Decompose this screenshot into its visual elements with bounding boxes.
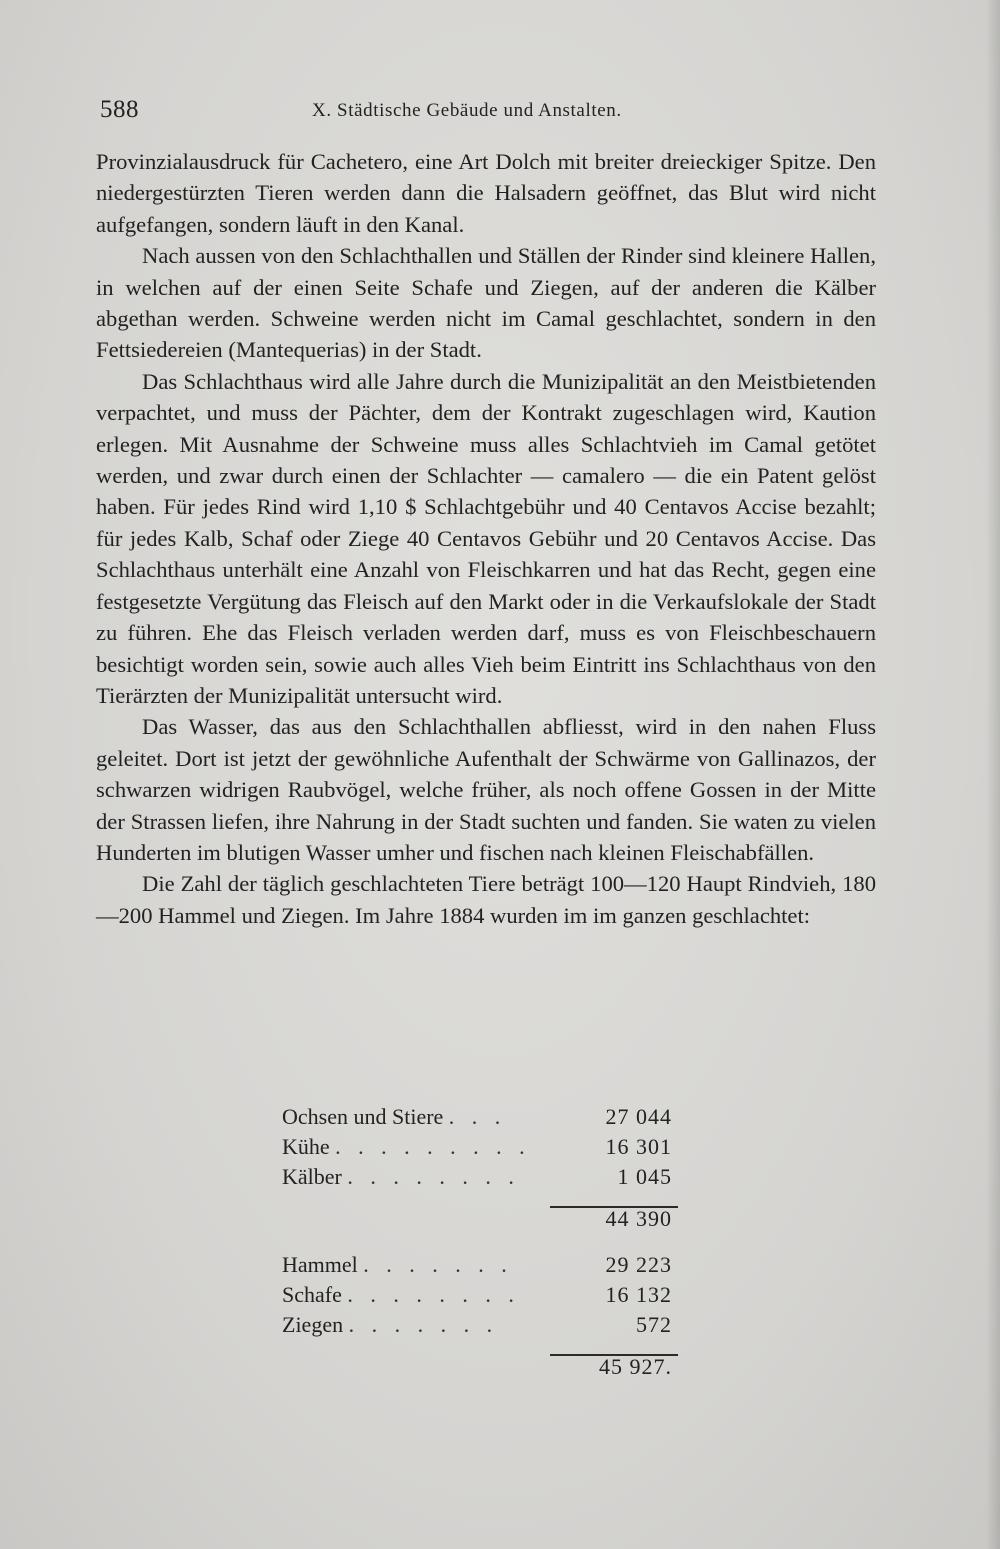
paragraph: Das Wasser, das aus den Schlachthallen abfliesst, wird in den nahen Fluss geleitet. Dort ist jetzt der gewöhnliche Aufenthalt der Schwärme von Gallinazos, der schwarzen widrigen Raubvögel, welche früher, als noch offene Gossen in der Mitte der Strassen liefen, ihre Nahrung in der Stadt suchten und fanden. Sie waten zu vielen Hunderten im blutigen Wasser umher und fischen nach kleinen Fleischabfällen. [96,714,876,865]
leader-dots: . . . . . . . [363,1252,513,1277]
tally-value: 1 045 [617,1164,672,1189]
paragraph: Das Schlachthaus wird alle Jahre durch die Munizipalität an den Meistbietenden verpachtet, und muss der Pächter, dem der Kontrakt zugeschlagen wird, Kaution erlegen. Mit Ausnahme der Schweine muss alles Schlachtvieh im Camal getötet werden, und zwar durch einen der Schlachter — camalero — die ein Patent gelöst haben. Für jedes Rind wird 1,10 $ Schlachtgebühr und 40 Centavos Accise bezahlt; für jedes Kalb, Schaf oder Ziege 40 Centavos Gebühr und 20 Centavos Accise. Das Schlachthaus unterhält eine Anzahl von Fleischkarren und hat das Recht, gegen eine festgesetzte Vergütung das Fleisch auf den Markt oder in die Verkaufslokale der Stadt zu führen. Ehe das Fleisch verladen werden darf, muss es von Fleischbeschauern besichtigt worden sein, sowie auch alles Vieh beim Eintritt ins Schlachthaus von den Tierärzten der Munizipalität untersucht wird. [96,368,876,708]
running-title: X. Städtische Gebäude und Anstalten. [312,100,622,121]
page-number: 588 [100,96,139,123]
tally-value: 572 [636,1312,672,1337]
page-edge-shadow [986,0,1000,1549]
slaughter-tally-table [282,1104,682,1384]
tally-label: Hammel [282,1252,358,1277]
leader-dots: . . . [448,1104,507,1129]
tally-value: 16 301 [605,1134,672,1159]
tally-row [282,1104,682,1134]
total-row [282,1354,682,1384]
leader-dots: . . . . . . . . [347,1164,520,1189]
tally-value: 27 044 [605,1104,672,1129]
leader-dots: . . . . . . . [348,1312,499,1337]
tally-row [282,1134,682,1164]
tally-row [282,1312,682,1342]
page-header [100,96,880,132]
tally-label: Kälber [282,1164,342,1189]
tally-value: 16 132 [605,1282,672,1307]
paragraph: Provinzialausdruck für Cachetero, eine Art Dolch mit breiter dreieckiger Spitze. Den niedergestürzten Tieren werden dann die Halsadern geöffnet, das Blut wird nicht aufgefangen, sondern läuft in den Kanal. [96,149,876,237]
tally-label: Schafe [282,1282,342,1307]
tally-label: Ochsen und Stiere [282,1104,444,1129]
total-value: 45 927. [599,1354,672,1379]
tally-label: Ziegen [282,1312,344,1337]
tally-label: Kühe [282,1134,330,1159]
tally-row [282,1282,682,1312]
leader-dots: . . . . . . . . . [335,1134,531,1159]
paragraph: Nach aussen von den Schlachthallen und Ställen der Rinder sind kleinere Hallen, in welchen auf der einen Seite Schafe und Ziegen, auf der anderen die Kälber abgethan werden. Schweine werden nicht im Camal geschlachtet, sondern in den Fettsiedereien (Mantequerias) in der Stadt. [96,243,876,363]
tally-row [282,1164,682,1194]
body-text [96,146,876,931]
tally-row [282,1252,682,1282]
paragraph: Die Zahl der täglich geschlachteten Tiere beträgt 100—120 Haupt Rindvieh, 180—200 Hammel und Ziegen. Im Jahre 1884 wurden im im ganzen geschlachtet: [96,871,876,928]
subtotal-row [282,1206,682,1236]
subtotal-value: 44 390 [605,1206,672,1231]
leader-dots: . . . . . . . . [347,1282,520,1307]
tally-value: 29 223 [605,1252,672,1277]
